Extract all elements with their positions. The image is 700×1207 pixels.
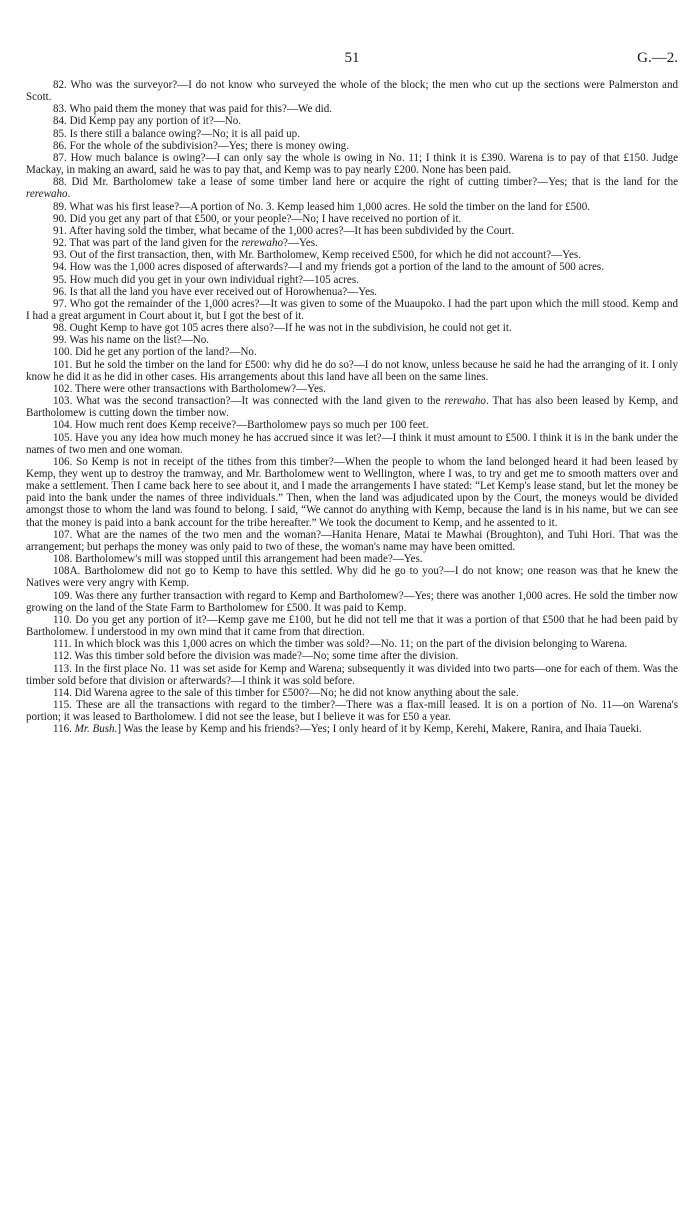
paragraph-text: 82. Who was the surveyor?—I do not know who surveyed the whole of the block; the men who cut up the sections were Palmerston and Scott. [26, 79, 678, 104]
question-answer-paragraph [26, 286, 678, 298]
question-answer-paragraph [26, 237, 678, 249]
question-answer-paragraph [26, 383, 678, 395]
question-answer-paragraph [26, 322, 678, 334]
question-answer-paragraph [26, 140, 678, 152]
page-number: 51 [344, 50, 360, 66]
question-answer-paragraph [26, 663, 678, 687]
paragraph-text-continued: ?—Yes. [283, 237, 318, 250]
question-answer-paragraph [26, 529, 678, 553]
paragraph-text: 111. In which block was this 1,000 acres on which the timber was sold?—No. 11; on the part of the division belonging to Warena. [53, 638, 628, 651]
paragraph-text: 107. What are the names of the two men and the woman?—Hanita Henare, Matai te Mawhai (Broughton), and Tuhi Hori. That was the arrangement; but perhaps the money was only paid to two of these, the woman's name may have been omitted. [26, 528, 678, 553]
paragraph-text: 102. There were other transactions with Bartholomew?—Yes. [53, 382, 326, 395]
paragraph-text: 108A. Bartholomew did not go to Kemp to have this settled. Why did he go to you?—I do not know; one reason was that he knew the Natives were very angry with Kemp. [26, 565, 678, 590]
paragraph-text-continued: . That has also been leased by Kemp, and Bartholomew is cutting down the timber now. [26, 395, 678, 420]
paragraph-italic-text: rerewaho [241, 237, 283, 250]
question-answer-paragraph [26, 687, 678, 699]
paragraph-text: 93. Out of the first transaction, then, with Mr. Bartholomew, Kemp received £500, for which he did not account?—Yes. [53, 249, 581, 262]
paragraph-text: 87. How much balance is owing?—I can only say the whole is owing in No. 11; I think it is £390. Warena is to pay of that £150. Judge Mackay, in making an award, said he was to pay that, and Kemp was to pay nearly £200. None has been paid. [26, 151, 678, 177]
paragraph-text: 114. Did Warena agree to the sale of this timber for £500?—No; he did not know anything about the sale. [53, 686, 519, 699]
paragraph-text: 100. Did he get any portion of the land?—No. [53, 346, 257, 359]
question-answer-paragraph [26, 249, 678, 261]
paragraph-text: 89. What was his first lease?—A portion of No. 3. Kemp leased him 1,000 acres. He sold the timber on the land for £500. [53, 200, 590, 213]
question-answer-paragraph [26, 699, 678, 723]
paragraph-text: 108. Bartholomew's mill was stopped until this arrangement had been made?—Yes. [53, 553, 423, 566]
paragraph-text: 88. Did Mr. Bartholomew take a lease of some timber land here or acquire the right of cutting timber?—Yes; that is the land for the [53, 176, 678, 189]
page-header [26, 50, 678, 74]
question-answer-paragraph [26, 553, 678, 565]
paragraph-italic-text: rerewaho [444, 395, 486, 408]
paragraph-text: 101. But he sold the timber on the land for £500: why did he do so?—I do not know, unless because he said he had the arranging of it. I only know he did it as he did in other cases. His arrangements about this land have all been on the same lines. [26, 358, 678, 383]
paragraph-text: 84. Did Kemp pay any portion of it?—No. [53, 115, 242, 128]
question-answer-paragraph [26, 213, 678, 225]
question-answer-paragraph [26, 614, 678, 638]
question-answer-paragraph [26, 395, 678, 419]
question-answer-paragraph [26, 128, 678, 140]
paragraph-text: 106. So Kemp is not in receipt of the tithes from this timber?—When the people to whom the land belonged heard it had been leased by Kemp, they went up to destroy the tramway, and Mr. Bartholomew went to Wellington, where I was, to try and get me to smooth matters over and make a settlement. Then I came back here to see about it, and I made the arrangements I have stated: “Let Kemp's lease stand, but let the money be paid into the bank under the names of three individuals.” Then, when the land was adjudicated upon by the Court, the moneys would be divided amongst those to whom the land was found to belong. I said, “We cannot do anything with Kemp, because the land is in his name, but we can see that the money is paid into a bank account for the tribe hereafter.” We took the document to Kemp, and he assented to it. [26, 455, 678, 529]
paragraph-text: 105. Have you any idea how much money he has accrued since it was let?—I think it must amount to £500. I think it is in the bank under the names of two men and one woman. [26, 431, 678, 456]
paragraph-text: 113. In the first place No. 11 was set aside for Kemp and Warena; subsequently it was divided into two parts—one for each of them. Was the timber sold before that division or afterwards?—I think it was sold before. [26, 662, 678, 687]
document-body [26, 79, 678, 735]
paragraph-text-continued: . [67, 188, 71, 201]
question-answer-paragraph [26, 565, 678, 589]
paragraph-text: 109. Was there any further transaction with regard to Kemp and Bartholomew?—Yes; there was another 1,000 acres. He sold the timber now growing on the land of the State Farm to Bartholomew for £500. It was paid to Kemp. [26, 589, 678, 614]
paragraph-text: 110. Do you get any portion of it?—Kemp gave me £100, but he did not tell me that it was a portion of that £500 that he had been paid by Bartholomew. I understood in my own mind that it came from that direction. [26, 613, 678, 639]
question-answer-paragraph [26, 590, 678, 614]
paragraph-text: 94. How was the 1,000 acres disposed of afterwards?—I and my friends got a portion of the land to the amount of 500 acres. [53, 261, 604, 274]
paragraph-text: 99. Was his name on the list?—No. [53, 334, 209, 347]
paragraph-text: 83. Who paid them the money that was paid for this?—We did. [53, 103, 333, 116]
paragraph-text: 95. How much did you get in your own individual right?—105 acres. [53, 273, 359, 286]
question-answer-paragraph [26, 419, 678, 431]
document-reference: G.—2. [637, 50, 678, 66]
paragraph-text: 97. Who got the remainder of the 1,000 acres?—It was given to some of the Muaupoko. I had the part upon which the mill stood. Kemp and I had a great argument in Court about it, but I got the best of it. [26, 297, 678, 322]
paragraph-italic-text: Mr. Bush. [74, 723, 118, 736]
paragraph-text: 92. That was part of the land given for the [53, 237, 242, 250]
paragraph-italic-text: rerewaho [26, 188, 68, 201]
question-answer-paragraph [26, 274, 678, 286]
paragraph-text: 115. These are all the transactions with regard to the timber?—There was a flax-mill leased. It is on a portion of No. 11—on Warena's portion; it was leased to Bartholomew. I did not see the lease, but I believe it was for £50 a year. [26, 698, 678, 724]
paragraph-text: 112. Was this timber sold before the division was made?—No; some time after the division. [53, 650, 459, 663]
paragraph-text: 98. Ought Kemp to have got 105 acres there also?—If he was not in the subdivision, he could not get it. [53, 322, 512, 335]
question-answer-paragraph [26, 103, 678, 115]
paragraph-text: 104. How much rent does Kemp receive?—Bartholomew pays so much per 100 feet. [53, 419, 429, 432]
paragraph-text: 103. What was the second transaction?—It was connected with the land given to the [53, 395, 445, 408]
question-answer-paragraph [26, 638, 678, 650]
paragraph-text: 86. For the whole of the subdivision?—Yes; there is money owing. [53, 139, 349, 152]
paragraph-text: 85. Is there still a balance owing?—No; it is all paid up. [53, 127, 300, 140]
question-answer-paragraph [26, 298, 678, 322]
question-answer-paragraph [26, 225, 678, 237]
question-answer-paragraph [26, 456, 678, 529]
question-answer-paragraph [26, 201, 678, 213]
paragraph-text: 90. Did you get any part of that £500, or your people?—No; I have received no portion of it. [53, 212, 462, 225]
question-answer-paragraph [26, 723, 678, 735]
paragraph-text: 91. After having sold the timber, what became of the 1,000 acres?—It has been subdivided by the Court. [53, 224, 515, 237]
question-answer-paragraph [26, 176, 678, 200]
question-answer-paragraph [26, 115, 678, 127]
question-answer-paragraph [26, 346, 678, 358]
question-answer-paragraph [26, 432, 678, 456]
question-answer-paragraph [26, 650, 678, 662]
question-answer-paragraph [26, 359, 678, 383]
paragraph-text: 116. [53, 723, 75, 736]
question-answer-paragraph [26, 152, 678, 176]
question-answer-paragraph [26, 261, 678, 273]
paragraph-text: 96. Is that all the land you have ever received out of Horowhenua?—Yes. [53, 285, 378, 298]
question-answer-paragraph [26, 79, 678, 103]
paragraph-text-continued: ] Was the lease by Kemp and his friends?—Yes; I only heard of it by Kemp, Kerehi, Makere, Ranira, and Ihaia Taueki. [117, 723, 642, 736]
question-answer-paragraph [26, 334, 678, 346]
